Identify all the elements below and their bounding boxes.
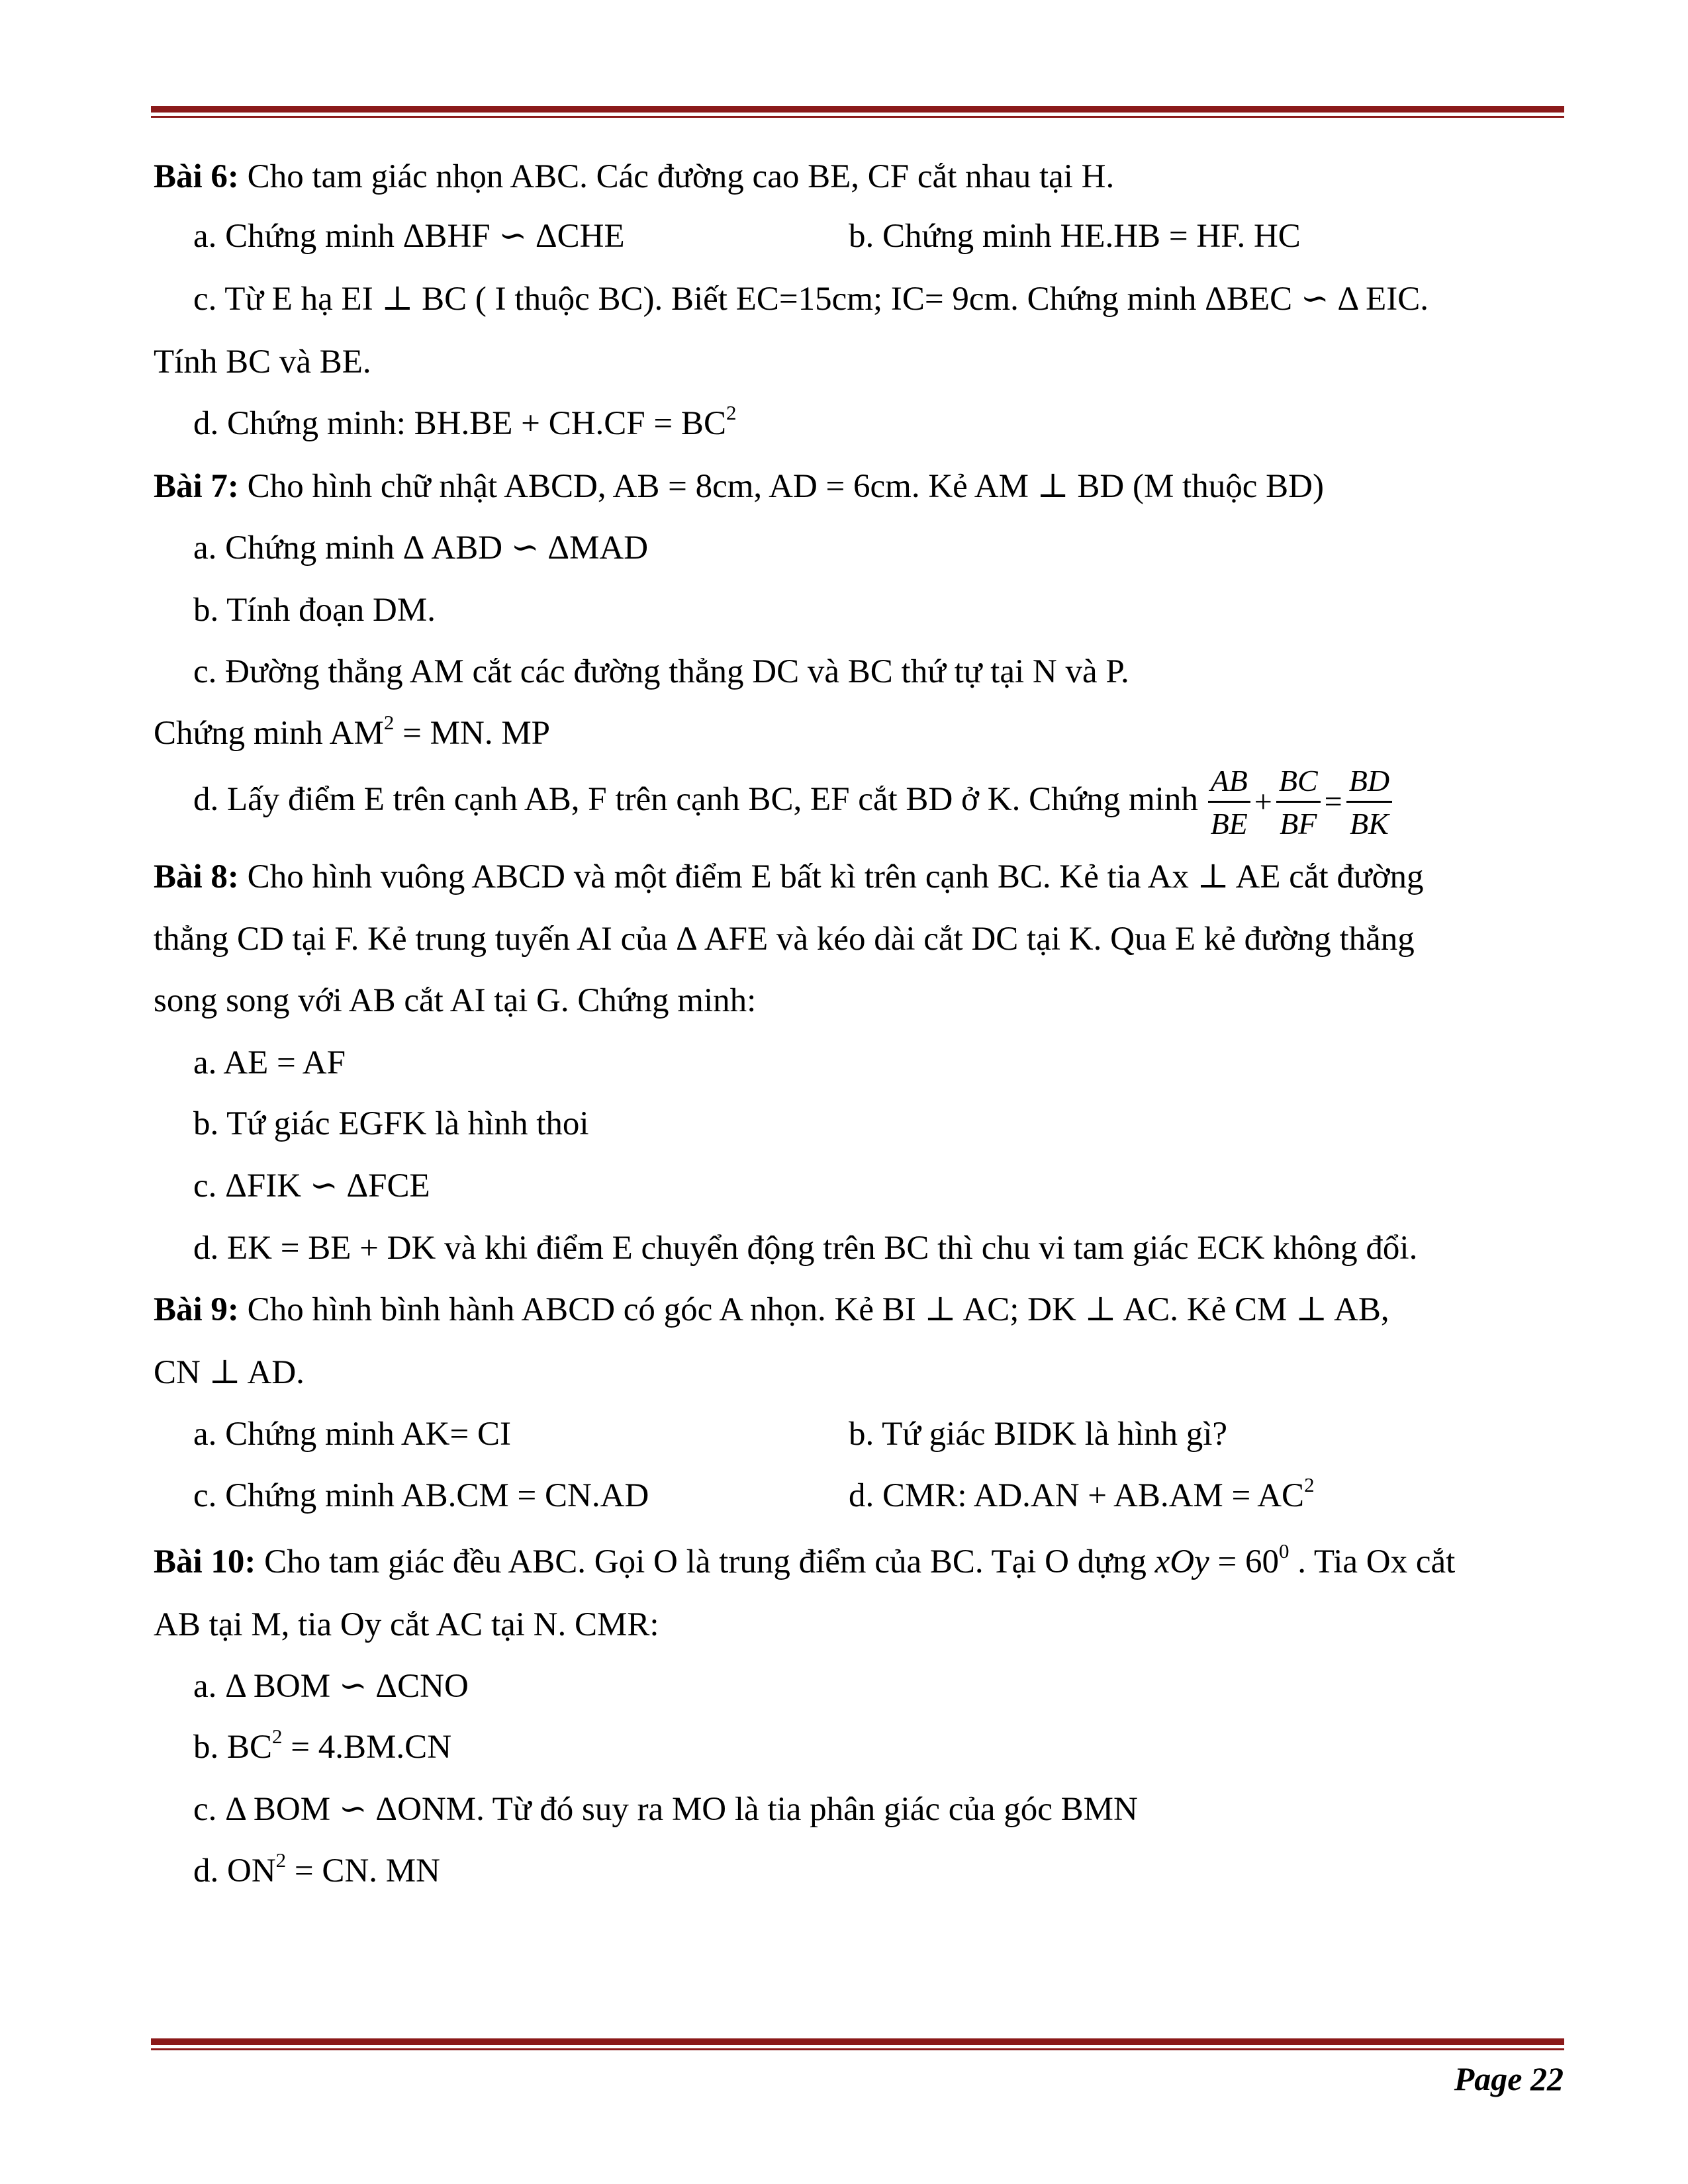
bai10-item-d-sup: 2 bbox=[275, 1848, 287, 1872]
bai7-item-c-cont-pre: Chứng minh AM bbox=[154, 715, 384, 752]
page-number: Page 22 bbox=[1454, 2060, 1564, 2097]
bai6-heading bbox=[154, 157, 1114, 197]
bai9-label: Bài 9: bbox=[154, 1291, 239, 1328]
fraction-numerator: BC bbox=[1276, 764, 1321, 803]
fraction-ab-be bbox=[1208, 764, 1250, 841]
fraction-denominator: BE bbox=[1210, 806, 1248, 841]
header-rule bbox=[151, 106, 1564, 118]
footer-rule bbox=[151, 2038, 1564, 2050]
bai8-item-d: d. EK = BE + DK và khi điểm E chuyển động trên BC thì chu vi tam giác ECK không đổi. bbox=[193, 1230, 1418, 1267]
bai7-item-a: a. Chứng minh Δ ABD ∽ ΔMAD bbox=[193, 529, 649, 567]
bai10-angle-sup: 0 bbox=[1279, 1539, 1289, 1563]
fraction-numerator: AB bbox=[1208, 764, 1250, 803]
bai10-label: Bài 10: bbox=[154, 1543, 256, 1580]
bai10-angle-eq: = 60 bbox=[1209, 1543, 1279, 1580]
bai10-item-b bbox=[193, 1727, 451, 1767]
bai10-heading bbox=[154, 1539, 1456, 1582]
bai8-text-cont-2: song song với AB cắt AI tại G. Chứng minh: bbox=[154, 982, 757, 1019]
bai9-heading bbox=[154, 1290, 1389, 1330]
bai7-item-c-cont-post: = MN. MP bbox=[394, 715, 551, 752]
fraction-denominator: BK bbox=[1349, 806, 1389, 841]
bai7-text: Cho hình chữ nhật ABCD, AB = 8cm, AD = 6cm. Kẻ AM ⊥ BD (M thuộc BD) bbox=[238, 468, 1324, 505]
bai9-item-c: c. Chứng minh AB.CM = CN.AD bbox=[193, 1477, 649, 1514]
bai6-item-a: a. Chứng minh ΔBHF ∽ ΔCHE bbox=[193, 218, 625, 255]
bai6-label: Bài 6: bbox=[154, 158, 239, 195]
bai6-item-d bbox=[193, 401, 737, 443]
bai7-item-c: c. Đường thẳng AM cắt các đường thẳng DC và BC thứ tự tại N và P. bbox=[193, 653, 1129, 690]
bai9-text: Cho hình bình hành ABCD có góc A nhọn. Kẻ BI ⊥ AC; DK ⊥ AC. Kẻ CM ⊥ AB, bbox=[238, 1291, 1389, 1328]
bai8-label: Bài 8: bbox=[154, 858, 239, 895]
bai9-item-d-sup: 2 bbox=[1304, 1473, 1315, 1496]
bai10-item-d-pre: d. ON bbox=[193, 1852, 276, 1889]
bai7-label: Bài 7: bbox=[154, 468, 239, 505]
bai9-item-d-text: d. CMR: AD.AN + AB.AM = AC bbox=[849, 1477, 1305, 1514]
bai9-item-a: a. Chứng minh AK= CI bbox=[193, 1416, 511, 1453]
bai10-angle: xOy bbox=[1154, 1543, 1209, 1580]
bai8-heading bbox=[154, 857, 1424, 897]
bai10-item-b-sup: 2 bbox=[272, 1725, 283, 1748]
bai10-item-d-post: = CN. MN bbox=[286, 1852, 440, 1889]
bai9-item-d bbox=[849, 1473, 1315, 1516]
bai10-item-a: a. Δ BOM ∽ ΔCNO bbox=[193, 1668, 469, 1705]
bai6-text: Cho tam giác nhọn ABC. Các đường cao BE, CF cắt nhau tại H. bbox=[238, 158, 1115, 195]
bai10-item-c: c. Δ BOM ∽ ΔONM. Từ đó suy ra MO là tia phân giác của góc BMN bbox=[193, 1791, 1138, 1828]
bai9-text-cont: CN ⊥ AD. bbox=[154, 1354, 305, 1391]
bai10-text-post: . Tia Ox cắt bbox=[1289, 1543, 1456, 1580]
fraction-denominator: BF bbox=[1280, 806, 1317, 841]
bai7-item-d-text: d. Lấy điểm E trên cạnh AB, F trên cạnh BC, EF cắt BD ở K. Chứng minh bbox=[193, 781, 1207, 818]
bai10-item-b-post: = 4.BM.CN bbox=[282, 1729, 452, 1766]
bai8-item-a: a. AE = AF bbox=[193, 1044, 346, 1081]
bai10-item-d bbox=[193, 1848, 440, 1891]
bai9-item-b: b. Tứ giác BIDK là hình gì? bbox=[849, 1416, 1228, 1453]
bai7-item-b: b. Tính đoạn DM. bbox=[193, 592, 436, 629]
fraction-numerator: BD bbox=[1346, 764, 1392, 803]
bai7-heading bbox=[154, 467, 1324, 506]
bai6-item-b: b. Chứng minh HE.HB = HF. HC bbox=[849, 218, 1301, 255]
bai6-item-c: c. Từ E hạ EI ⊥ BC ( I thuộc BC). Biết EC=15cm; IC= 9cm. Chứng minh ΔBEC ∽ Δ EIC. bbox=[193, 281, 1429, 318]
bai6-item-c-cont: Tính BC và BE. bbox=[154, 343, 371, 381]
plus-sign: + bbox=[1254, 784, 1272, 820]
bai8-text: Cho hình vuông ABCD và một điểm E bất kì trên cạnh BC. Kẻ tia Ax ⊥ AE cắt đường bbox=[238, 858, 1424, 895]
bai10-item-b-pre: b. BC bbox=[193, 1729, 273, 1766]
bai6-item-d-text: d. Chứng minh: BH.BE + CH.CF = BC bbox=[193, 405, 726, 442]
bai8-item-c: c. ΔFIK ∽ ΔFCE bbox=[193, 1167, 430, 1205]
bai6-item-d-sup: 2 bbox=[726, 401, 737, 424]
bai8-text-cont-1: thẳng CD tại F. Kẻ trung tuyến AI của Δ AFE và kéo dài cắt DC tại K. Qua E kẻ đường thẳng bbox=[154, 921, 1415, 958]
bai8-item-b: b. Tứ giác EGFK là hình thoi bbox=[193, 1105, 589, 1142]
bai10-text: Cho tam giác đều ABC. Gọi O là trung điểm của BC. Tại O dựng bbox=[256, 1543, 1155, 1580]
fraction-bc-bf bbox=[1276, 764, 1321, 841]
bai7-item-d bbox=[193, 760, 1393, 842]
fraction-bd-bk bbox=[1346, 764, 1392, 841]
equals-sign: = bbox=[1324, 784, 1342, 820]
bai10-text-cont: AB tại M, tia Oy cắt AC tại N. CMR: bbox=[154, 1606, 659, 1643]
bai7-item-c-cont bbox=[154, 713, 550, 753]
bai7-item-c-cont-sup: 2 bbox=[383, 711, 395, 734]
